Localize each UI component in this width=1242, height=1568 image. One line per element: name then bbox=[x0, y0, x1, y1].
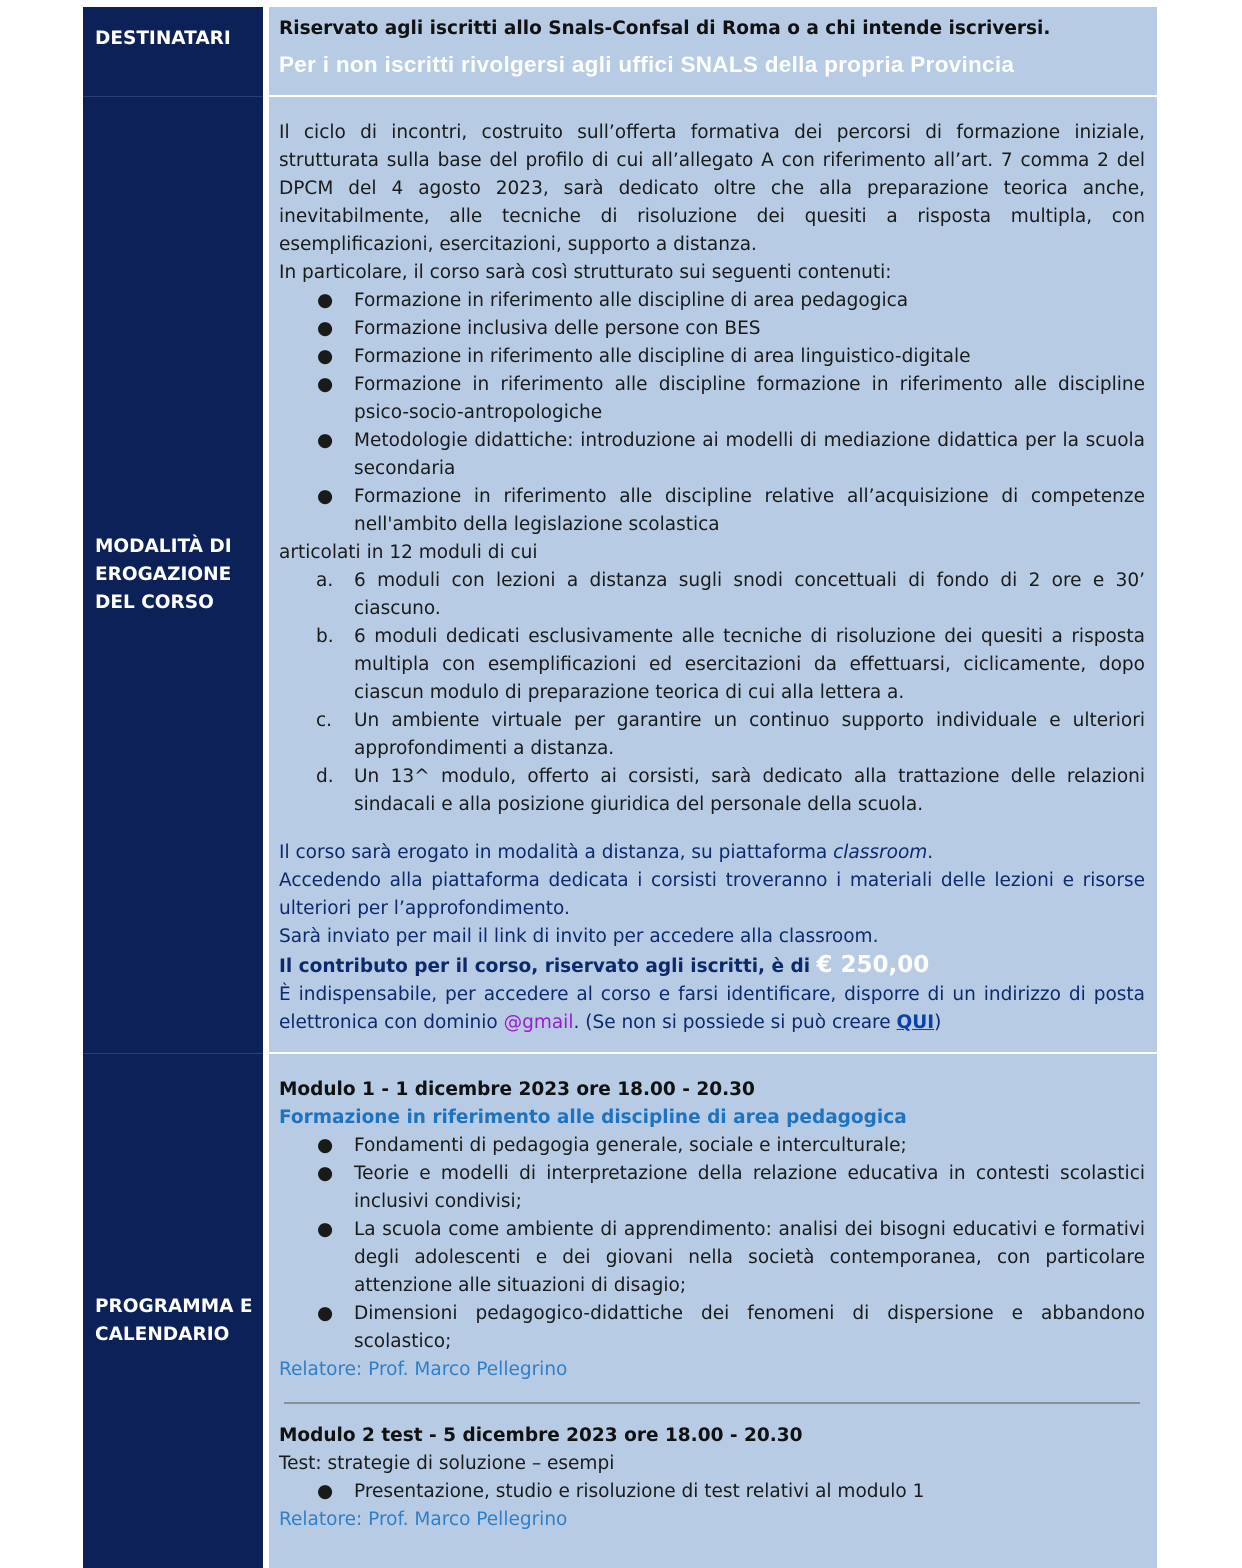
module-2-topics bbox=[279, 1478, 1145, 1506]
programma-label-cell bbox=[83, 1054, 263, 1568]
modalita-label-line-1: MODALITÀ DI bbox=[95, 536, 232, 557]
programma-label-line-2: CALENDARIO bbox=[95, 1324, 230, 1345]
list-item: ● Formazione in riferimento alle discipline formazione in riferimento alle discipline psico-socio-antropologiche bbox=[279, 371, 1145, 427]
bullet-icon: ● bbox=[317, 1219, 334, 1240]
module-2-heading: Modulo 2 test - 5 dicembre 2023 ore 18.00 - 20.30 bbox=[279, 1425, 803, 1446]
list-item: ● Formazione in riferimento alle discipline relative all’acquisizione di competenze nell'ambito della legislazione scolastica bbox=[279, 483, 1145, 539]
programma-content-cell bbox=[269, 1054, 1157, 1568]
modalita-content-cell bbox=[269, 97, 1157, 1054]
course-info-table bbox=[83, 7, 1157, 1568]
module-2-speaker: Relatore: Prof. Marco Pellegrino bbox=[279, 1509, 568, 1530]
list-item: ● Teorie e modelli di interpretazione della relazione educativa in contesti scolastici inclusivi condivisi; bbox=[279, 1160, 1145, 1216]
invite-sentence: Sarà inviato per mail il link di invito per accedere alla classroom. bbox=[279, 926, 879, 947]
module-1-speaker: Relatore: Prof. Marco Pellegrino bbox=[279, 1359, 568, 1380]
bullet-icon: ● bbox=[317, 290, 334, 311]
list-marker: d. bbox=[316, 766, 334, 787]
platform-sentence: Il corso sarà erogato in modalità a distanza, su piattaforma classroom. bbox=[279, 842, 934, 863]
list-item: b. 6 moduli dedicati esclusivamente alle tecniche di risoluzione dei quesiti a risposta multipla con esemplificazioni ed esercitazioni da effettuarsi, ciclicamente, dopo ciascun modulo di preparazione teorica di cui alla lettera a. bbox=[279, 623, 1145, 707]
materials-sentence: Accedendo alla piattaforma dedicata i corsisti troveranno i materiali delle lezioni e risorse ulteriori per l’approfondimento. bbox=[279, 870, 1145, 919]
list-marker: b. bbox=[316, 626, 334, 647]
create-gmail-link[interactable]: QUI bbox=[896, 1012, 935, 1033]
destinatari-line-1: Riservato agli iscritti allo Snals-Confsal di Roma o a chi intende iscriversi. bbox=[279, 18, 1051, 39]
bullet-icon: ● bbox=[317, 374, 334, 395]
list-item: ● Formazione in riferimento alle discipline di area pedagogica bbox=[279, 287, 1145, 315]
bullet-icon: ● bbox=[317, 1163, 334, 1184]
module-1-subheading: Formazione in riferimento alle discipline di area pedagogica bbox=[279, 1107, 907, 1128]
module-1-heading: Modulo 1 - 1 dicembre 2023 ore 18.00 - 20.30 bbox=[279, 1079, 755, 1100]
list-marker: a. bbox=[316, 570, 334, 591]
modules-intro: articolati in 12 moduli di cui bbox=[279, 542, 538, 563]
modalita-label-line-3: DEL CORSO bbox=[95, 592, 214, 613]
module-2-block bbox=[279, 1422, 1145, 1534]
modalita-structure-intro: In particolare, il corso sarà così strutturato sui seguenti contenuti: bbox=[279, 262, 892, 283]
module-divider bbox=[284, 1402, 1140, 1404]
bullet-icon: ● bbox=[317, 318, 334, 339]
platform-name: classroom bbox=[833, 842, 928, 863]
list-item: ● Formazione in riferimento alle discipline di area linguistico-digitale bbox=[279, 343, 1145, 371]
programma-label-line-1: PROGRAMMA E bbox=[95, 1296, 253, 1317]
module-1-block bbox=[279, 1076, 1145, 1384]
modalita-label-cell bbox=[83, 97, 263, 1054]
list-item: ● Fondamenti di pedagogia generale, sociale e interculturale; bbox=[279, 1132, 1145, 1160]
contents-list bbox=[279, 287, 1145, 539]
list-item: ● Dimensioni pedagogico-didattiche dei fenomeni di dispersione e abbandono scolastico; bbox=[279, 1300, 1145, 1356]
list-marker: c. bbox=[316, 710, 333, 731]
contribution-sentence: Il contributo per il corso, riservato agli iscritti, è di € 250,00 bbox=[279, 952, 930, 978]
module-2-subheading: Test: strategie di soluzione – esempi bbox=[279, 1453, 615, 1474]
destinatari-label: DESTINATARI bbox=[95, 28, 231, 49]
modalita-intro: Il ciclo di incontri, costruito sull’offerta formativa dei percorsi di formazione iniziale, strutturata sulla base del profilo di cui all’allegato A con riferimento all’art. 7 comma 2 del DPCM del 4 agosto 2023, sarà dedicato oltre che alla preparazione teorica anche, inevitabilmente, alle tecniche di risoluzione dei quesiti a risposta multipla, con esemplificazioni, esercitazioni, supporto a distanza. bbox=[279, 122, 1145, 255]
bullet-icon: ● bbox=[317, 1135, 334, 1156]
modules-list bbox=[279, 567, 1145, 819]
list-item: ● La scuola come ambiente di apprendimento: analisi dei bisogni educativi e formativi degli adolescenti e dei giovani nella società contemporanea, con particolare attenzione alle situazioni di disagio; bbox=[279, 1216, 1145, 1300]
email-requirement: È indispensabile, per accedere al corso e farsi identificare, disporre di un indirizzo di posta elettronica con dominio @gmail. (Se non si possiede si può creare QUI) bbox=[279, 984, 1145, 1033]
modalita-label-line-2: EROGAZIONE bbox=[95, 564, 232, 585]
destinatari-label-cell bbox=[83, 7, 263, 97]
bullet-icon: ● bbox=[317, 430, 334, 451]
bullet-icon: ● bbox=[317, 486, 334, 507]
list-item: ● Presentazione, studio e risoluzione di test relativi al modulo 1 bbox=[279, 1478, 1145, 1506]
bullet-icon: ● bbox=[317, 1481, 334, 1502]
bullet-icon: ● bbox=[317, 1303, 334, 1324]
bullet-icon: ● bbox=[317, 346, 334, 367]
list-item: ● Metodologie didattiche: introduzione ai modelli di mediazione didattica per la scuola secondaria bbox=[279, 427, 1145, 483]
destinatari-line-2: Per i non iscritti rivolgersi agli uffici SNALS della propria Provincia bbox=[279, 52, 1015, 77]
list-item: c. Un ambiente virtuale per garantire un continuo supporto individuale e ulteriori approfondimenti a distanza. bbox=[279, 707, 1145, 763]
price-value: € 250,00 bbox=[816, 952, 930, 978]
list-item: a. 6 moduli con lezioni a distanza sugli snodi concettuali di fondo di 2 ore e 30’ ciascuno. bbox=[279, 567, 1145, 623]
destinatari-content-cell bbox=[269, 7, 1157, 97]
list-item: ● Formazione inclusiva delle persone con BES bbox=[279, 315, 1145, 343]
list-item: d. Un 13^ modulo, offerto ai corsisti, sarà dedicato alla trattazione delle relazioni sindacali e alla posizione giuridica del personale della scuola. bbox=[279, 763, 1145, 819]
module-1-topics bbox=[279, 1132, 1145, 1356]
gmail-domain: @gmail bbox=[503, 1012, 574, 1033]
